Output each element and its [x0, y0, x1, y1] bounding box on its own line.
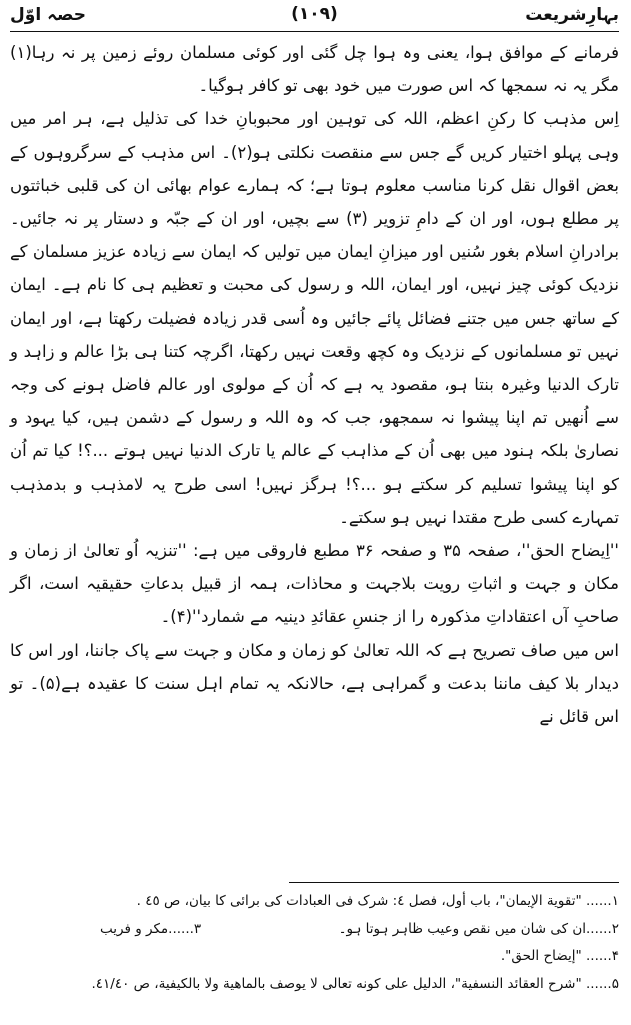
- footnote-2: ۲......ان کی شان میں نقص وعیب ظاہر ہوتا ہو۔: [338, 920, 619, 937]
- header-rule: [10, 31, 619, 32]
- footnote-rule: [289, 882, 619, 883]
- footnote-5: ۵...... "شرح العقائد النسفية"، الدليل على كونه تعالى لا يوصف بالماهية ولا بالكيفية، ص ٤١/٤٠.: [91, 975, 619, 992]
- footnote-row-1: [10, 888, 619, 916]
- body-text: [10, 36, 619, 733]
- book-title: بہارِشریعت: [525, 5, 619, 25]
- page-number: (۱۰۹): [291, 4, 338, 24]
- footnotes: [10, 888, 619, 998]
- footnote-1: ۱...... "تقوية الإيمان"، باب أول، فصل ٤: شرک فی العبادات کی برائی کا بیان، ص ٤٥ .: [136, 893, 619, 909]
- footnote-row-2: [10, 916, 619, 944]
- part-label: حصہ اوّل: [10, 5, 87, 25]
- footnote-row-4: [10, 943, 619, 971]
- paragraph-1: فرمانے کے موافق ہوا، یعنی وہ ہوا چل گئی اور کوئی مسلمان روئے زمین پر نہ رہا(۱) مگر یہ نہ سمجھا کہ اس صورت میں خود بھی تو کافر ہوگیا۔: [10, 43, 619, 96]
- paragraph-4: اس میں صاف تصریح ہے کہ اللہ تعالیٰ کو زمان و مکان و جہت سے پاک جاننا، اور اس کا دیدار بلا کیف ماننا بدعت و گمراہی ہے، حالانکہ یہ تمام اہل سنت کا عقیدہ ہے(۵)۔ تو اس قائل نے: [10, 640, 619, 727]
- footnote-3: ۳......مکر و فریب: [100, 920, 202, 937]
- footnote-row-5: [10, 971, 619, 999]
- paragraph-3: ''اِیضاح الحق''، صفحہ ۳۵ و صفحہ ۳۶ مطبع فاروقی میں ہے: ''تنزیہ اُو تعالیٰ از زمان و مکان و جہت و اثباتِ رویت بلاجہت و محاذات، ہمہ از قبیل بدعاتِ حقیقیہ است، اگر صاحبِ آں اعتقاداتِ مذکورہ را از جنسِ عقائدِ دینیہ مے شمارد''(۴)۔: [10, 541, 619, 627]
- page-header: [10, 4, 619, 34]
- paragraph-2: اِس مذہب کا رکنِ اعظم، اللہ کی توہین اور محبوبانِ خدا کی تذلیل ہے، ہر امر میں وہی پہلو اختیار کریں گے جس سے منقصت نکلتی ہو(۲)۔ اس مذہب کے سرگروہوں کے بعض اقوال نقل کرنا مناسب معلوم ہوتا ہے؛ کہ ہمارے عوام بھائی ان کی قلبی خباثتوں پر مطلع ہوں، اور ان کے دامِ تزویر (۳) سے بچیں، اور ان کے جبّہ و دستار پر نہ جائیں۔ برادرانِ اسلام بغور سُنیں اور میزانِ ایمان میں تولیں کہ ایمان سے زیادہ عزیز مسلمان کے نزدیک کوئی چیز نہیں، اور ایمان، اللہ و رسول کی محبت و تعظیم ہی کا نام ہے۔ ایمان کے ساتھ جس میں جتنے فضائل پائے جائیں وہ اُسی قدر زیادہ فضیلت رکھتا ہے، اور ایمان نہیں تو مسلمانوں کے نزدیک وہ کچھ وقعت نہیں رکھتا، اگرچہ کتنا ہی بڑا عالم و زاہد و تارک الدنیا وغیرہ بنتا ہو، مقصود یہ ہے کہ اُن کے مولوی اور عالم فاضل ہونے کی وجہ سے اُنھیں تم اپنا پیشوا نہ سمجھو، جب کہ وہ اللہ و رسول کے دشمن ہیں، کیا یہود و نصاریٰ بلکہ ہنود میں بھی اُن کے مذاہب کے عالم یا تارک الدنیا نہیں ہوتے ...؟! کیا تم اُن کو اپنا پیشوا تسلیم کر سکتے ہو ...؟! ہرگز نہیں! اسی طرح یہ لامذہب و بدمذہب تمہارے کسی طرح مقتدا نہیں ہو سکتے۔: [10, 109, 619, 527]
- footnote-4: ۴...... "إيضاح الحق".: [500, 948, 619, 965]
